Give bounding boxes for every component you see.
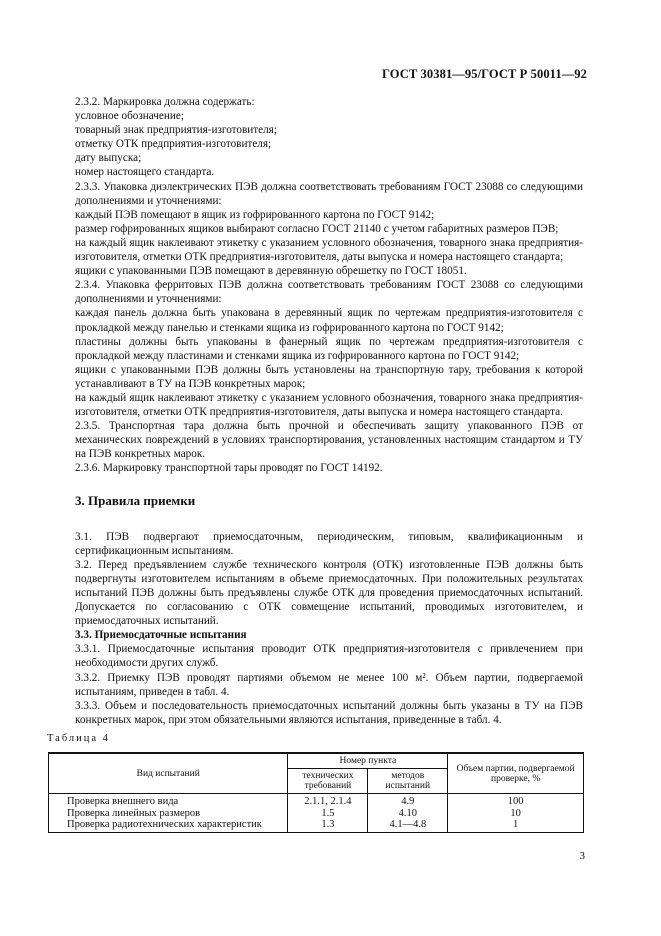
header-requirements: технических требований — [288, 769, 368, 794]
header-test-type: Вид испытаний — [49, 753, 288, 794]
paragraph: 3.1. ПЭВ подвергают приемосдаточным, периодическим, типовым, квалификационным и сертификационным испытаниям. — [75, 530, 583, 557]
table-row — [49, 794, 584, 808]
section-title: 3. Правила приемки — [75, 492, 196, 508]
subsection-title: 3.3. Приемосдаточные испытания — [75, 629, 247, 642]
paragraph: товарный знак предприятия-изготовителя; — [75, 124, 277, 137]
paragraph: 2.3.4. Упаковка ферритовых ПЭВ должна соответствовать требованиям ГОСТ 23088 со следующими дополнениями и уточнениями: — [75, 279, 583, 306]
cell-volume: 1 — [448, 819, 584, 832]
page-number: 3 — [579, 850, 585, 862]
cell-test-name: Проверка линейных размеров — [49, 808, 288, 820]
cell-requirement: 1.3 — [288, 819, 368, 832]
table-row — [49, 819, 584, 832]
cell-test-name: Проверка радиотехнических характеристик — [49, 819, 288, 832]
header-clause-number: Номер пункта — [288, 753, 448, 769]
cell-requirement: 2.1.1, 2.1.4 — [288, 794, 368, 808]
paragraph: условное обозначение; — [75, 110, 184, 123]
paragraph: 2.3.3. Упаковка диэлектрических ПЭВ должна соответствовать требованиям ГОСТ 23088 со следующими дополнениями и уточнениями: — [75, 180, 583, 207]
table-caption: Таблица 4 — [47, 733, 110, 744]
header-methods: методов испытаний — [368, 769, 448, 794]
table-row — [49, 808, 584, 820]
header-batch-volume: Объем партии, подвергаемой проверке, % — [448, 753, 584, 794]
paragraph: 2.3.2. Маркировка должна содержать: — [75, 96, 255, 108]
paragraph: размер гофрированных ящиков выбирают согласно ГОСТ 21140 с учетом габаритных размеров ПЭВ; — [75, 222, 559, 235]
paragraph: 2.3.6. Маркировку транспортной тары проводят по ГОСТ 14192. — [75, 462, 383, 475]
cell-requirement: 1.5 — [288, 808, 368, 820]
cell-volume: 10 — [448, 808, 584, 820]
body-text — [75, 95, 583, 727]
paragraph: номер настоящего стандарта. — [75, 166, 215, 179]
paragraph: на каждый ящик наклеивают этикетку с указанием условного обозначения, товарного знака предприятия-изготовителя, отметки ОТК предприятия-изготовителя, даты выпуска и номера настоящего стандарта. — [75, 391, 583, 419]
table-4 — [48, 752, 584, 833]
cell-method: 4.9 — [368, 794, 448, 808]
paragraph: каждый ПЭВ помещают в ящик из гофрированного картона по ГОСТ 9142; — [75, 208, 435, 221]
cell-test-name: Проверка внешнего вида — [49, 794, 288, 808]
cell-method: 4.1—4.8 — [368, 819, 448, 832]
document-header: ГОСТ 30381—95/ГОСТ Р 50011—92 — [382, 67, 587, 81]
paragraph: дату выпуска; — [75, 152, 142, 165]
paragraph: 3.3.1. Приемосдаточные испытания проводит ОТК предприятия-изготовителя с привлечением при необходимости других служб. — [75, 643, 583, 670]
paragraph: каждая панель должна быть упакована в деревянный ящик по чертежам предприятия-изготовителя с прокладкой между панелью и стенками ящика из гофрированного картона по ГОСТ 9142; — [75, 307, 583, 334]
cell-volume: 100 — [448, 794, 584, 808]
cell-method: 4.10 — [368, 808, 448, 820]
paragraph: отметку ОТК предприятия-изготовителя; — [75, 138, 272, 151]
paragraph: 2.3.5. Транспортная тара должна быть прочной и обеспечивать защиту упакованного ПЭВ от механических повреждений в условиях транспортирования, установленных настоящим стандартом и ТУ на ПЭВ конкретных марок. — [75, 420, 583, 461]
paragraph: пластины должны быть упакованы в фанерный ящик по чертежам предприятия-изготовителя с прокладкой между пластинами и стенками ящика из гофрированного картона по ГОСТ 9142; — [75, 335, 583, 362]
paragraph: на каждый ящик наклеивают этикетку с указанием условного обозначения, товарного знака предприятия-изготовителя, отметки ОТК предприятия-изготовителя, даты выпуска и номера настоящего стандарта; — [75, 236, 583, 264]
paragraph: ящики с упакованными ПЭВ помещают в деревянную обрешетку по ГОСТ 18051. — [75, 265, 467, 278]
paragraph: 3.2. Перед предъявлением службе технического контроля (ОТК) изготовленные ПЭВ должны быть подвергнуты изготовителем испытаниям в объеме приемосдаточных. При положительных результатах испытаний ПЭВ должны быть предъявлены службе ОТК для проведения приемосдаточных испытаний. Допускается по согласованию с ОТК совмещение испытаний, проводимых изготовителем, и приемосдаточных испытаний. — [75, 558, 583, 628]
paragraph: 3.3.3. Объем и последовательность приемосдаточных испытаний должны быть указаны в ТУ на ПЭВ конкретных марок, при этом обязательными являются испытания, приведенные в табл. 4. — [75, 699, 583, 726]
paragraph: 3.3.2. Приемку ПЭВ проводят партиями объемом не менее 100 м². Объем партии, подвергаемой испытаниям, приведен в табл. 4. — [75, 671, 583, 698]
paragraph: ящики с упакованными ПЭВ должны быть установлены на транспортную тару, требования к которой устанавливают в ТУ на ПЭВ конкретных марок; — [75, 363, 583, 390]
